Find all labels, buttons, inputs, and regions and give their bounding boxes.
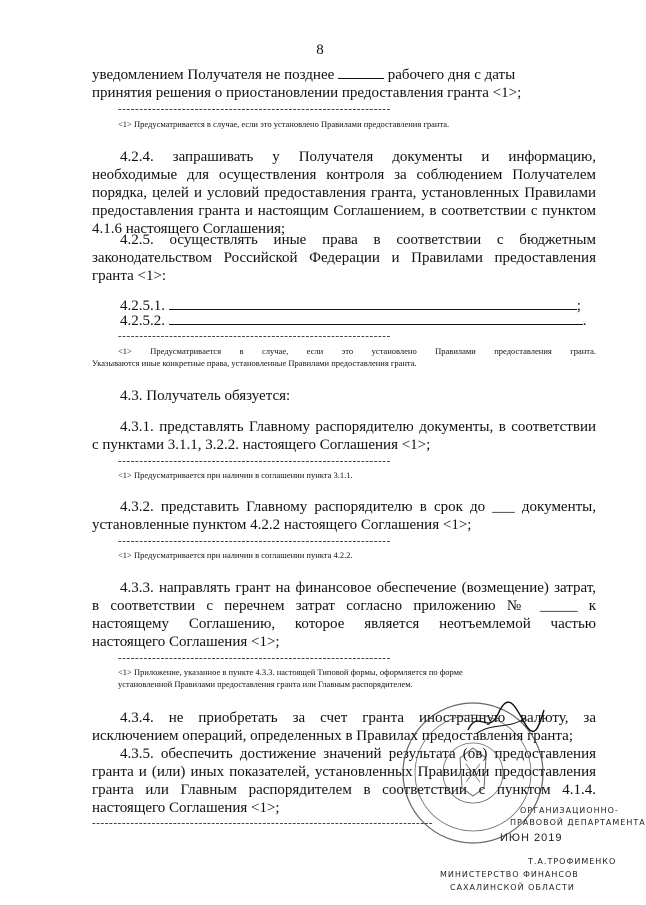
paragraph-line: с пунктами 3.1.1, 3.2.2. настоящего Соглашения <1>; <box>92 437 431 453</box>
footnote: <1> Предусматривается в случае, если это установлено Правилами предоставления гранта. <box>118 119 450 129</box>
paragraph-line: 4.1.6 настоящего Соглашения; <box>92 221 286 237</box>
subitem-number: 4.2.5.1. <box>120 298 165 314</box>
paragraph-line: настоящего Соглашения <1>; <box>92 800 280 816</box>
paragraph-line: в соответствии с перечнем затрат согласно приложению № _____ к <box>92 598 596 614</box>
paragraph-line: исключением операций, определенных в Правилах предоставления гранта; <box>92 728 573 744</box>
footnote: <1> Приложение, указанное в пункте 4.3.3. настоящей Типовой формы, оформляется по форме <box>118 667 463 677</box>
blank-field <box>338 66 384 79</box>
stamp-date: ИЮН 2019 <box>500 832 563 844</box>
paragraph-line: принятия решения о приостановлении предоставления гранта <1>; <box>92 85 522 101</box>
paragraph-line: порядка, целей и условий предоставления гранта, установленных Правилами <box>92 185 596 201</box>
section-heading: 4.3. Получатель обязуется: <box>120 388 291 404</box>
paragraph-line: гранта или Главным распорядителем в соответствии с пунктом 4.1.4. <box>92 782 596 798</box>
paragraph-line: 4.3.2. представить Главному распорядителю в срок до ___ документы, <box>120 499 596 515</box>
footnote: <1> Предусматривается в случае, если это установлено Правилами предоставления гранта. <box>118 346 596 356</box>
text-fragment: рабочего дня с даты <box>387 67 516 83</box>
paragraph-line: настоящего Соглашения <1>; <box>92 634 280 650</box>
paragraph-line: гранта и (или) иных показателей, установленных Правилами предоставления <box>92 764 596 780</box>
footnote-separator: ---------------------------------------------------------------- <box>118 455 391 467</box>
subitem-line <box>120 312 587 330</box>
paragraph-line: необходимые для осуществления контроля за соблюдением Получателем <box>92 167 596 183</box>
footnote: Указываются иные конкретные права, установленные Правилами предоставления гранта. <box>92 358 417 368</box>
paragraph-line: 4.3.1. представлять Главному распорядителю документы, в соответствии <box>120 419 596 435</box>
blank-field <box>169 297 577 310</box>
footnote-separator: ---------------------------------------------------------------- <box>118 535 391 547</box>
paragraph-line: 4.2.4. запрашивать у Получателя документы и информацию, <box>120 149 596 165</box>
paragraph-line: предоставления гранта и настоящим Соглашением, в соответствии с пунктом <box>92 203 596 219</box>
paragraph-line: 4.3.4. не приобретать за счет гранта иностранную валюту, за <box>120 710 596 726</box>
paragraph-line: 4.2.5. осуществлять иные права в соответствии с бюджетным <box>120 232 596 248</box>
paragraph-line: 4.3.3. направлять грант на финансовое обеспечение (возмещение) затрат, <box>120 580 596 596</box>
text-fragment: уведомлением Получателя не позднее <box>92 67 335 83</box>
footnote-separator: ---------------------------------------------------------------- <box>118 330 391 342</box>
footnote-separator: ---------------------------------------------------------------- <box>118 652 391 664</box>
footnote: <1> Предусматривается при наличии в соглашении пункта 4.2.2. <box>118 550 353 560</box>
signature-icon <box>466 700 546 740</box>
paragraph-line <box>92 66 515 84</box>
subitem-number: 4.2.5.2. <box>120 313 165 329</box>
blank-field <box>169 312 583 325</box>
stamp-text: САХАЛИНСКОЙ ОБЛАСТИ <box>450 883 575 892</box>
stamp-name: Т.А.ТРОФИМЕНКО <box>528 857 617 866</box>
footnote: установленной Правилами предоставления гранта или Главным распорядителем. <box>118 679 413 689</box>
paragraph-line: установленные пунктом 4.2.2 настоящего Соглашения <1>; <box>92 517 472 533</box>
footnote: <1> Предусматривается при наличии в соглашении пункта 3.1.1. <box>118 470 353 480</box>
paragraph-line: 4.3.5. обеспечить достижение значений результата (ов) предоставления <box>120 746 596 762</box>
stamp-text: МИНИСТЕРСТВО ФИНАНСОВ <box>440 870 579 879</box>
paragraph-line: настоящему Соглашению, которое является неотъемлемой частью <box>92 616 596 632</box>
paragraph-line: гранта <1>: <box>92 268 167 284</box>
punctuation: ; <box>576 298 581 314</box>
punctuation: . <box>582 313 587 329</box>
footnote-separator: -------------------------------------------------------------------------------- <box>92 817 434 829</box>
stamp-text: ПРАВОВОЙ ДЕПАРТАМЕНТА <box>510 818 646 827</box>
stamp-text: ОРГАНИЗАЦИОННО- <box>520 806 619 815</box>
paragraph-line: законодательством Российской Федерации и Правилами предоставления <box>92 250 596 266</box>
page-number: 8 <box>316 42 324 58</box>
footnote-separator: ---------------------------------------------------------------- <box>118 103 391 115</box>
